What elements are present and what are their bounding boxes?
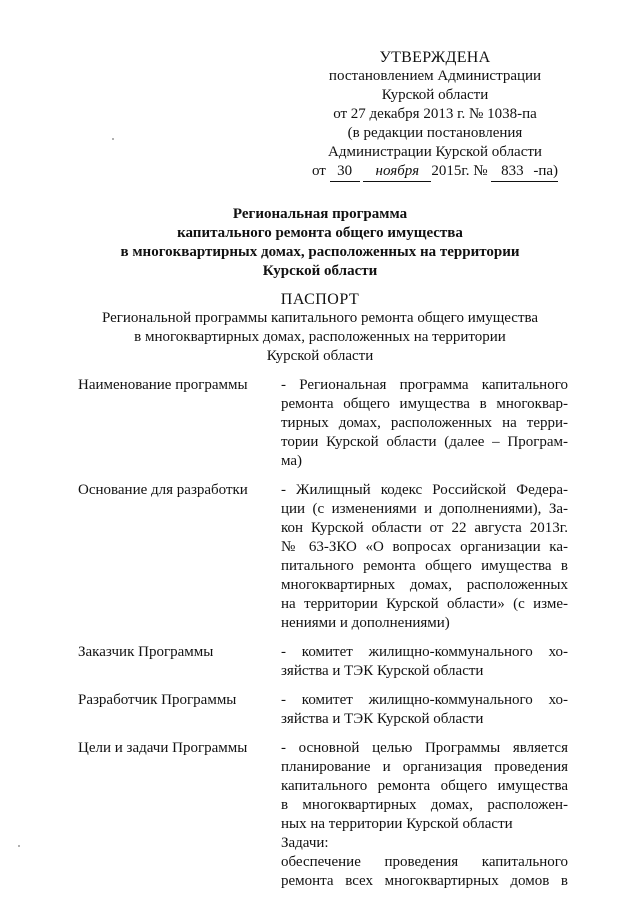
value-line: ремонта общего имущества в многоквар- xyxy=(281,396,568,412)
passport-subtitle-line: в многоквартирных домах, расположенных на территории xyxy=(134,329,506,345)
approval-line: постановлением Администрации xyxy=(328,68,542,84)
row-value xyxy=(281,691,568,729)
value-line: ных на территории Курской области xyxy=(281,816,513,832)
value-line: Задачи: xyxy=(281,835,329,851)
value-line: кон Курской области от 22 августа 2013г. xyxy=(281,520,568,536)
scan-speck xyxy=(18,845,20,847)
value-line: - комитет жилищно-коммунального хо- xyxy=(281,644,568,660)
passport-table xyxy=(78,376,568,891)
scan-speck xyxy=(112,138,114,140)
approval-stamp xyxy=(300,48,570,182)
passport-heading: ПАСПОРТ xyxy=(280,291,360,308)
row-label: Цели и задачи Программы xyxy=(78,740,248,756)
value-line: ции (с изменениями и дополнениями), За- xyxy=(281,501,568,517)
row-value xyxy=(281,739,568,891)
program-title-line: Курской области xyxy=(262,263,378,279)
value-line: тирных домах, расположенных на терри- xyxy=(281,415,568,431)
approval-date-line xyxy=(300,162,570,182)
value-line: ремонта всех многоквартирных домов в xyxy=(281,873,568,889)
passport-row-developer xyxy=(78,691,568,729)
value-line: в многоквартирных домах, расположен- xyxy=(281,797,568,813)
value-line: нениями и дополнениями) xyxy=(281,615,450,631)
value-line: питального ремонта общего имущества в xyxy=(281,558,568,574)
row-label: Заказчик Программы xyxy=(78,644,214,660)
approval-date-year: 2015г. № xyxy=(431,163,492,179)
row-value xyxy=(281,481,568,633)
passport-row-goals xyxy=(78,739,568,891)
row-value xyxy=(281,376,568,471)
approval-date-number: 833 xyxy=(491,162,533,182)
value-line: капитального ремонта общего имущества xyxy=(281,778,568,794)
value-line: на территории Курской области» (с изме- xyxy=(281,596,568,612)
approval-date-prefix: от xyxy=(311,163,330,179)
approval-line: (в редакции постановления xyxy=(347,125,523,141)
program-title-line: в многоквартирных домах, расположенных на территории xyxy=(120,244,520,260)
value-line: - Жилищный кодекс Российской Федера- xyxy=(281,482,568,498)
value-line: - Региональная программа капитального xyxy=(281,377,568,393)
approval-date-suffix: -па) xyxy=(533,162,558,182)
row-label: Основание для разработки xyxy=(78,482,248,498)
value-line: - комитет жилищно-коммунального хо- xyxy=(281,692,568,708)
value-line: тории Курской области (далее – Програм- xyxy=(281,434,568,450)
value-line: зяйства и ТЭК Курской области xyxy=(281,711,484,727)
value-line: - основной целью Программы является xyxy=(281,740,568,756)
approval-line: от 27 декабря 2013 г. № 1038-па xyxy=(333,106,537,122)
value-line: планирование и организация проведения xyxy=(281,759,568,775)
value-line: № 63-ЗКО «О вопросах организации ка- xyxy=(281,539,568,555)
value-line: обеспечение проведения капитального xyxy=(281,854,568,870)
program-title xyxy=(70,205,570,281)
passport-subtitle-line: Курской области xyxy=(266,348,374,364)
value-line: ма) xyxy=(281,453,303,469)
value-line: многоквартирных домах, расположенных xyxy=(281,577,568,593)
approval-line: Курской области xyxy=(381,87,489,103)
passport-subtitle-line: Региональной программы капитального ремонта общего имущества xyxy=(101,310,539,326)
row-value xyxy=(281,643,568,681)
approval-date-month: ноября xyxy=(363,162,431,182)
row-label: Наименование программы xyxy=(78,377,248,393)
program-title-line: капитального ремонта общего имущества xyxy=(177,225,463,241)
program-title-line: Региональная программа xyxy=(232,206,408,222)
passport-row-basis xyxy=(78,481,568,633)
row-label: Разработчик Программы xyxy=(78,692,237,708)
approval-heading: УТВЕРЖДЕНА xyxy=(379,49,491,66)
value-line: зяйства и ТЭК Курской области xyxy=(281,663,484,679)
approval-line: Администрации Курской области xyxy=(328,144,542,160)
approval-date-day: 30 xyxy=(330,162,360,182)
passport-heading-block xyxy=(70,290,570,366)
passport-row-customer xyxy=(78,643,568,681)
passport-row-name xyxy=(78,376,568,471)
